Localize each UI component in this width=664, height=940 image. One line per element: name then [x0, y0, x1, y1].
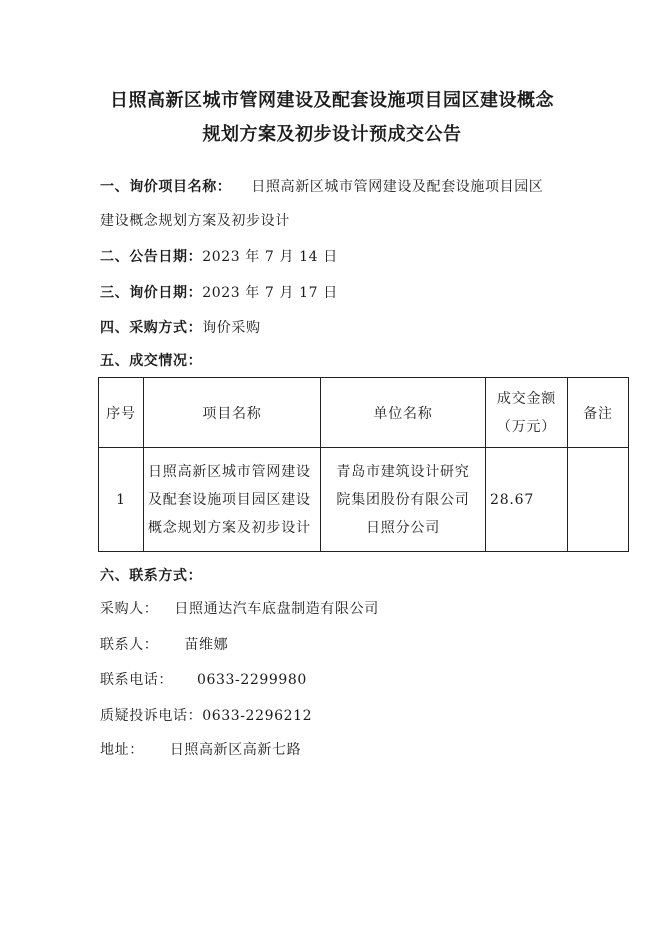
- row-project-line: 日照高新区城市管网建设: [148, 463, 311, 480]
- procurement-method-label: 四、采购方式：: [100, 320, 203, 336]
- announce-date-label: 二、公告日期：: [100, 249, 203, 265]
- document-title-line1: 日照高新区城市管网建设及配套设施项目园区建设概念: [110, 90, 554, 111]
- contact-person: [100, 634, 228, 654]
- section-inquiry-date: [100, 282, 338, 302]
- row-project: [144, 448, 321, 552]
- header-amount-line1: 成交金额: [496, 390, 557, 407]
- announce-date-value: 2023 年 7 月 14 日: [202, 249, 338, 265]
- row-remark: [568, 448, 629, 552]
- header-unit: 单位名称: [321, 378, 486, 448]
- address-value: 日照高新区高新七路: [169, 742, 302, 758]
- complaint-label: 质疑投诉电话：: [100, 708, 203, 724]
- row-unit-line: 日照分公司: [366, 519, 440, 536]
- header-remark: 备注: [568, 378, 629, 448]
- section-project-name-label: 一、询价项目名称：: [100, 179, 232, 195]
- row-project-line: 及配套设施项目园区建设: [148, 491, 311, 508]
- row-unit-line: 院集团股份有限公司: [336, 491, 470, 508]
- address-label: 地址：: [100, 742, 144, 758]
- inquiry-date-value: 2023 年 7 月 17 日: [202, 285, 338, 301]
- phone-label: 联系电话：: [100, 672, 173, 688]
- section-deal-status: [100, 350, 202, 370]
- deal-table: [98, 377, 629, 552]
- row-amount: 28.67: [486, 448, 568, 552]
- section-project-name-value-line2: 建设概念规划方案及初步设计: [100, 213, 290, 229]
- section-contact: [100, 565, 202, 585]
- buyer-value: 日照通达汽车底盘制造有限公司: [174, 601, 379, 617]
- section-project-name-value-line1: 日照高新区城市管网建设及配套设施项目园区: [251, 179, 544, 195]
- contact-address: [100, 739, 301, 759]
- contact-complaint: [100, 705, 312, 725]
- row-seq: 1: [99, 448, 144, 552]
- row-unit: [321, 448, 486, 552]
- header-seq: 序号: [99, 378, 144, 448]
- contact-label: 六、联系方式：: [100, 568, 203, 584]
- inquiry-date-label: 三、询价日期：: [100, 285, 203, 301]
- phone-value: 0633-2299980: [197, 672, 307, 688]
- procurement-method-value: 询价采购: [202, 320, 261, 336]
- buyer-label: 采购人：: [100, 601, 159, 617]
- complaint-value: 0633-2296212: [202, 708, 313, 724]
- contact-phone: [100, 669, 307, 689]
- header-amount-line2: （万元）: [496, 418, 557, 435]
- section-project-name-cont: [100, 210, 290, 230]
- header-amount: [486, 378, 568, 448]
- header-project: 项目名称: [144, 378, 321, 448]
- section-procurement-method: [100, 317, 261, 337]
- section-project-name: [100, 176, 543, 196]
- table-row: [99, 448, 629, 552]
- deal-status-label: 五、成交情况：: [100, 353, 203, 369]
- row-unit-line: 青岛市建筑设计研究: [336, 463, 470, 480]
- document-title-line2: 规划方案及初步设计预成交公告: [202, 124, 462, 145]
- contact-buyer: [100, 598, 379, 618]
- section-announce-date: [100, 246, 338, 266]
- person-value: 苗维娜: [184, 637, 229, 653]
- row-project-line: 概念规划方案及初步设计: [148, 519, 311, 536]
- table-header-row: [99, 378, 629, 448]
- person-label: 联系人：: [100, 637, 159, 653]
